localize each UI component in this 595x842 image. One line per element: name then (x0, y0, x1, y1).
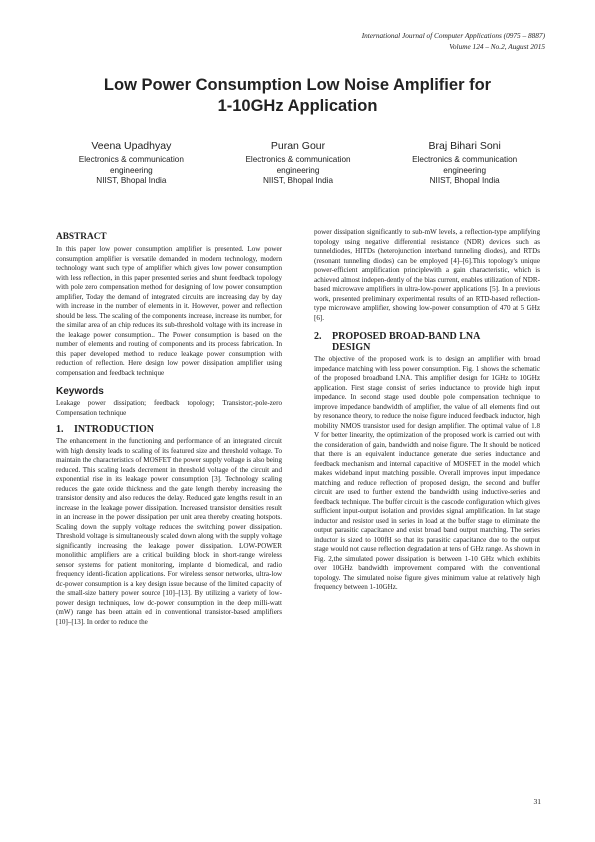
author-location: NIIST, Bhopal India (429, 176, 500, 185)
left-column (56, 232, 282, 627)
title-line-2: 1-10GHz Application (217, 97, 378, 115)
author-affiliation: engineering (443, 165, 487, 175)
journal-volume: Volume 124 – No.2, August 2015 (449, 42, 545, 51)
section-title (332, 331, 480, 353)
introduction-text: The enhancement in the functioning and performance of an integrated circuit with high density leads to scaling of its featured size and threshold voltage. To maintain the characteristics of MOSFET the power supply voltage is also being reduced. This scaling leads decrement in threshold voltage of the circuit and exponential rise in its leakage power consumption [3]. Technology scaling reduces the gate oxide thickness and the gate length thereby increasing the transistor density and also reduces the delay. Reduced gate lengths result in an increase in the leakage power dissipation. Increased transistor densities result in an increase in the power dissipation per unit area thereby creating hotspots. Scaling down the supply voltage reduces the switching power dissipation. Threshold voltage is simultaneously scaled down along with the supply voltage significantly increasing the leakage power dissipation. LOW-POWER monolithic amplifiers are a critical building block in short-range wireless sensor systems for patient monitoring, implante d biomedical, and radio frequency identi-fication applications. For wireless sensor networks, ultra-low dc-power consumption is a key design issue because of the limited capacity of the small-size battery power source [10]–[13]. By utilizing a variety of low-power design techniques, low dc-power consumption in the deep milli-watt (mW) range has been attain ed in conventional transistor-based amplifiers [10]–[13]. In order to reduce the (56, 437, 282, 626)
author-location: NIIST, Bhopal India (96, 176, 167, 185)
journal-name: International Journal of Computer Applications (0975 – 8887) (361, 31, 545, 40)
abstract-heading: ABSTRACT (56, 232, 107, 242)
author-name: Veena Upadhyay (91, 140, 172, 152)
section-2-text: The objective of the proposed work is to design an amplifier with broad impedance matching with less power consumption. Fig. 1 shows the schematic of the proposed broadband LNA. This amplifier design for 1GHz to 10GHz application. First stage consist of series inductance to provide high input impedance. In second stage used double pole compensation technique to improve impedance bandwidth of amplifier, the value of all elements find out by resonance theory, to reduce the noise figure induced feedback inductor, high mobility NMOS transistor used for design amplifier. The optimal value of 1.8 V for better linearity, the optimization of the proposed work is carried out with the consideration of gain, bandwidth and noise figure. The It should be noticed that there is an equivalent inductance generate due series inductance and feedback mechanism and internal capacitive of MOSFET in the model which makes wideband input matching possible. Overall improves input impedance matching and reduce reflection of proposed design, the second and buffer circuit are used to further extend the bandwidth using inductive-series and feedback technique. The buffer circuit is the cascode configuration which gives sufficient input-output isolation and provides signal amplification. In lat stage inductor and resistor used in series in load at the buffer stage to eliminate the output parasitic capacitance and exist broad band output matching. The series inductor is sized to 100fH so that its parasitic capacitance due to the output stage would not cause reflection degradation at tens of GHz range. As shown in Fig. 2,the simulated power dissipation is between 1-10 GHz which exhibits over 10GHz bandwidth improvement compared with the conventional topology. The simulated noise figure gives minimum value at relatively high frequency between 1-10GHz. (314, 355, 540, 591)
right-column (314, 228, 540, 593)
section-number: 2. (314, 331, 322, 342)
section-number: 1. (56, 424, 64, 435)
author-3 (381, 140, 548, 187)
author-1 (48, 140, 215, 187)
journal-header (362, 30, 545, 52)
author-name: Braj Bihari Soni (428, 140, 501, 152)
author-2 (215, 140, 382, 187)
author-location: NIIST, Bhopal India (262, 176, 334, 185)
section-title-line-1: PROPOSED BROAD-BAND LNA (332, 331, 481, 342)
author-affiliation: engineering (109, 165, 153, 175)
author-affiliation: Electronics & communication (412, 155, 518, 164)
section-title: INTRODUCTION (74, 424, 155, 435)
author-affiliation: Electronics & communication (78, 155, 184, 164)
keywords-text: Leakage power dissipation; feedback topology; Transistor;-pole-zero Compensation technique (56, 399, 282, 417)
author-affiliation: Electronics & communication (245, 155, 351, 164)
section-2-heading (314, 331, 540, 353)
author-block (48, 140, 548, 187)
keywords-heading: Keywords (56, 386, 104, 397)
title-line-1: Low Power Consumption Low Noise Amplifier for (103, 76, 492, 94)
page-number: 31 (533, 797, 541, 806)
abstract-text: In this paper low power consumption amplifier is presented. Low power consumption amplifier is versatile demanded in modern technology, modern technology want such type of amplifier which gives low power consumption with less reflection, in this paper presented series and shunt feedback topology with pole zero compensation method for designing of low power consumption amplifier, Today the demand of integrated circuits are increasing day by day with increase in the number of elements in it. However, power and reflection should be less. The scaling of the components increase, increase its number, for the similar area of an chip reduces its sub-threshold voltage with its increase in the leakage power consumption.. The Power consumption is based on the number of elements and routing of components and its process fabrication. In this paper developed method to reduce leakage power consumption with reduction of reflection. Here design low power dissipation amplifier using compensation and feedback technique (56, 245, 282, 377)
author-affiliation: engineering (276, 165, 320, 175)
author-name: Puran Gour (270, 140, 326, 152)
introduction-heading (56, 424, 282, 435)
continued-text: power dissipation significantly to sub-mW levels, a reflection-type amplifying topology using negative differential resistance (NDR) devices such as tunneldiodes, HITDs (heterojunction interband tunneling diodes), and RTDs (resonant tunneling diodes) can be employed [4]–[6].This topology's unique power-efficient amplification principlewith a gain characteristic, which is achieved almost indepen-dently of the bias current, enables utilization of NDR-based microwave amplifiers in ultra-low-power applications [5]. In a previous work, presented preliminary experimental results of an RTD-based reflection-type microwave amplifier, showing low-power consumption of 470 at 5 GHz [6]. (314, 228, 540, 322)
paper-title (55, 75, 540, 117)
section-title-line-2: DESIGN (332, 342, 371, 353)
